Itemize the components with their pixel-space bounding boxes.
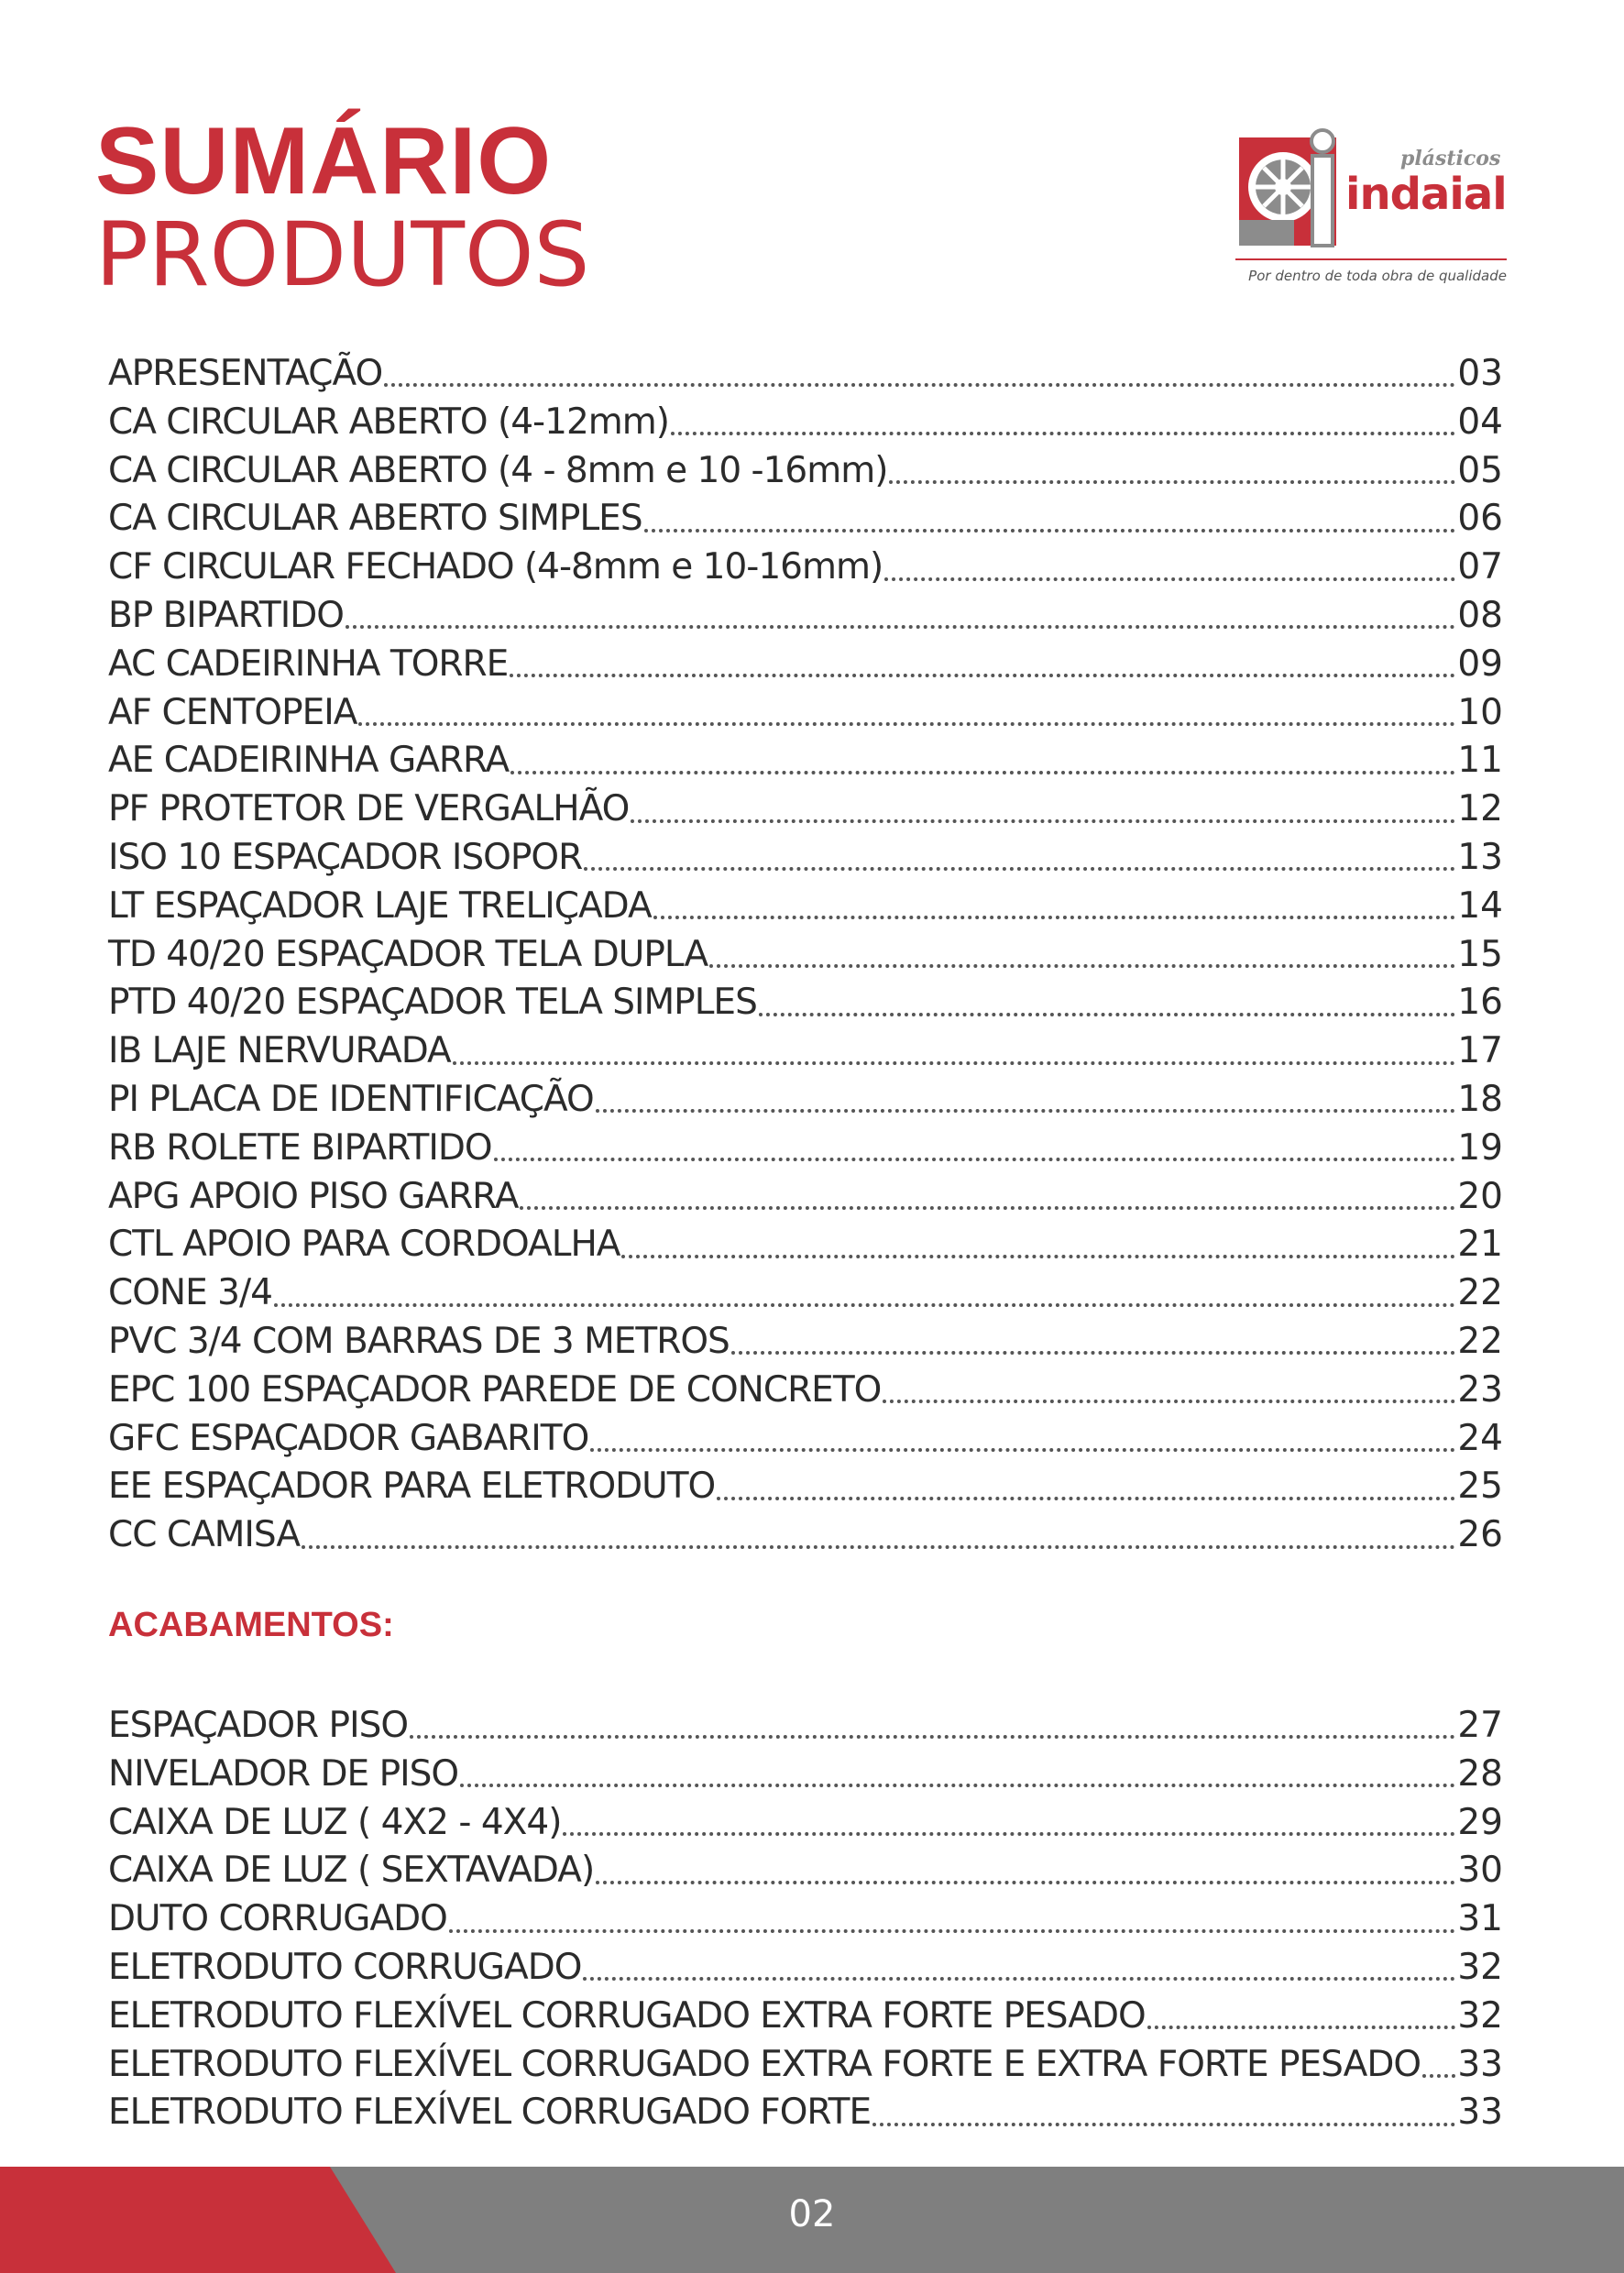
toc-dot-leader — [358, 722, 1455, 726]
toc-entry-page: 24 — [1457, 1417, 1503, 1459]
toc-entry[interactable] — [108, 1847, 1503, 1895]
toc-entry[interactable] — [108, 544, 1503, 592]
toc-entry-page: 25 — [1457, 1466, 1503, 1508]
toc-entry-label: IB LAJE NERVURADA — [108, 1030, 451, 1072]
toc-entry-label: APG APOIO PISO GARRA — [108, 1175, 519, 1217]
toc-dot-leader — [596, 1881, 1455, 1884]
toc-entry[interactable] — [108, 399, 1503, 447]
toc-entry-label: RB ROLETE BIPARTIDO — [108, 1126, 492, 1169]
toc-dot-leader — [671, 432, 1455, 435]
title-line-summary: SUMÁRIO — [95, 108, 553, 214]
toc-entry-label: ELETRODUTO CORRUGADO — [108, 1946, 582, 1988]
toc-dot-leader — [717, 1497, 1455, 1500]
toc-entry-page: 33 — [1457, 2092, 1503, 2134]
toc-dot-leader — [596, 1109, 1456, 1113]
toc-entry[interactable] — [108, 1751, 1503, 1799]
toc-entry[interactable] — [108, 592, 1503, 641]
toc-dot-leader — [884, 577, 1455, 581]
toc-entry[interactable] — [108, 495, 1503, 544]
toc-dot-leader — [731, 1351, 1456, 1355]
toc-entry-label: PVC 3/4 COM BARRAS DE 3 METROS — [108, 1320, 730, 1362]
toc-entry[interactable] — [108, 883, 1503, 931]
company-logo — [1235, 123, 1507, 293]
toc-entry-page: 32 — [1457, 1994, 1503, 2037]
toc-dot-leader — [590, 1448, 1455, 1452]
toc-dot-leader — [644, 529, 1456, 533]
toc-dot-leader — [520, 1206, 1455, 1210]
toc-entry-page: 22 — [1457, 1272, 1503, 1314]
toc-entry-label: CF CIRCULAR FECHADO (4-8mm e 10-16mm) — [108, 546, 883, 588]
toc-entry-page: 33 — [1457, 2043, 1503, 2085]
toc-dot-leader — [302, 1545, 1455, 1549]
toc-dot-leader — [583, 1977, 1455, 1981]
toc-entry-page: 15 — [1457, 933, 1503, 975]
toc-entry-label: TD 40/20 ESPAÇADOR TELA DUPLA — [108, 933, 708, 975]
toc-entry-page: 26 — [1457, 1514, 1503, 1556]
toc-entry-label: CAIXA DE LUZ ( SEXTAVADA) — [108, 1850, 595, 1892]
toc-dot-leader — [453, 1061, 1456, 1065]
finishes-toc — [108, 1702, 1503, 2137]
toc-entry-page: 13 — [1457, 836, 1503, 878]
toc-dot-leader — [449, 1929, 1456, 1933]
toc-entry-label: AE CADEIRINHA GARRA — [108, 740, 510, 782]
toc-entry[interactable] — [108, 447, 1503, 496]
toc-entry-label: GFC ESPAÇADOR GABARITO — [108, 1417, 589, 1459]
logo-subtitle: plásticos — [1400, 147, 1501, 170]
toc-entry-label: APRESENTAÇÃO — [108, 353, 383, 394]
toc-entry-page: 03 — [1457, 353, 1503, 394]
toc-entry[interactable] — [108, 1173, 1503, 1222]
toc-entry-page: 31 — [1457, 1898, 1503, 1940]
toc-entry-label: PI PLACA DE IDENTIFICAÇÃO — [108, 1078, 594, 1120]
toc-entry[interactable] — [108, 1221, 1503, 1269]
toc-entry-page: 18 — [1457, 1078, 1503, 1120]
toc-entry-label: ELETRODUTO FLEXÍVEL CORRUGADO EXTRA FORTE PESADO — [108, 1994, 1146, 2037]
toc-entry-page: 08 — [1457, 594, 1503, 636]
toc-entry[interactable] — [108, 979, 1503, 1027]
toc-dot-leader — [346, 625, 1455, 629]
title-line-products: PRODUTOS — [95, 203, 590, 306]
toc-entry-page: 23 — [1457, 1368, 1503, 1411]
toc-dot-leader — [1422, 2074, 1455, 2078]
toc-entry[interactable] — [108, 1027, 1503, 1076]
toc-entry-label: ELETRODUTO FLEXÍVEL CORRUGADO FORTE — [108, 2092, 872, 2134]
toc-dot-leader — [274, 1303, 1455, 1307]
toc-entry-page: 11 — [1457, 740, 1503, 782]
toc-dot-leader — [883, 1400, 1455, 1403]
toc-entry[interactable] — [108, 1367, 1503, 1415]
logo-brand-name: indaial — [1345, 169, 1507, 220]
toc-entry-label: EE ESPAÇADOR PARA ELETRODUTO — [108, 1466, 716, 1508]
toc-entry-page: 29 — [1457, 1801, 1503, 1843]
toc-entry-page: 12 — [1457, 788, 1503, 830]
toc-entry-label: AF CENTOPEIA — [108, 691, 357, 733]
toc-entry[interactable] — [108, 1125, 1503, 1173]
toc-dot-leader — [653, 916, 1456, 919]
toc-dot-leader — [759, 1013, 1456, 1016]
page-title — [95, 108, 590, 306]
toc-entry[interactable] — [108, 1318, 1503, 1367]
toc-entry-page: 10 — [1457, 691, 1503, 733]
toc-entry[interactable] — [108, 1511, 1503, 1560]
logo-wheel-icon — [1239, 128, 1340, 247]
toc-entry[interactable] — [108, 1895, 1503, 1944]
toc-entry-page: 19 — [1457, 1126, 1503, 1169]
toc-dot-leader — [563, 1832, 1455, 1836]
toc-dot-leader — [510, 771, 1455, 774]
toc-entry-page: 09 — [1457, 642, 1503, 685]
toc-entry-label: ELETRODUTO FLEXÍVEL CORRUGADO EXTRA FORTE E EXTRA FORTE PESADO — [108, 2043, 1421, 2085]
toc-entry-label: NIVELADOR DE PISO — [108, 1752, 459, 1795]
toc-entry[interactable] — [108, 1463, 1503, 1511]
toc-entry-label: CAIXA DE LUZ ( 4X2 - 4X4) — [108, 1801, 562, 1843]
toc-dot-leader — [384, 383, 1455, 387]
footer-bar — [0, 2167, 1624, 2273]
toc-entry-label: PF PROTETOR DE VERGALHÃO — [108, 788, 630, 830]
toc-dot-leader — [872, 2123, 1455, 2126]
toc-entry[interactable] — [108, 737, 1503, 785]
toc-entry[interactable] — [108, 931, 1503, 980]
toc-entry-page: 28 — [1457, 1752, 1503, 1795]
toc-entry-label: ISO 10 ESPAÇADOR ISOPOR — [108, 836, 583, 878]
toc-entry-page: 05 — [1457, 449, 1503, 491]
toc-dot-leader — [494, 1158, 1456, 1161]
toc-entry-label: PTD 40/20 ESPAÇADOR TELA SIMPLES — [108, 982, 757, 1024]
toc-entry[interactable] — [108, 785, 1503, 834]
toc-entry[interactable] — [108, 2089, 1503, 2137]
toc-entry-page: 22 — [1457, 1320, 1503, 1362]
toc-entry[interactable] — [108, 1076, 1503, 1125]
finishes-heading: ACABAMENTOS: — [108, 1606, 394, 1644]
toc-entry-label: CA CIRCULAR ABERTO SIMPLES — [108, 498, 642, 540]
toc-dot-leader — [631, 819, 1455, 823]
products-toc — [108, 350, 1503, 1560]
toc-entry[interactable] — [108, 350, 1503, 399]
toc-entry-page: 20 — [1457, 1175, 1503, 1217]
toc-entry[interactable] — [108, 1702, 1503, 1751]
toc-entry[interactable] — [108, 1799, 1503, 1848]
toc-entry[interactable] — [108, 2041, 1503, 2090]
toc-entry-label: BP BIPARTIDO — [108, 594, 344, 636]
toc-entry-page: 21 — [1457, 1224, 1503, 1266]
toc-dot-leader — [621, 1255, 1455, 1258]
toc-entry-page: 17 — [1457, 1030, 1503, 1072]
toc-entry[interactable] — [108, 834, 1503, 883]
toc-entry[interactable] — [108, 1269, 1503, 1318]
toc-dot-leader — [889, 480, 1455, 484]
toc-entry-label: CA CIRCULAR ABERTO (4-12mm) — [108, 401, 669, 443]
toc-dot-leader — [510, 674, 1455, 677]
toc-entry-label: CONE 3/4 — [108, 1272, 272, 1314]
toc-entry-page: 06 — [1457, 498, 1503, 540]
toc-dot-leader — [410, 1735, 1455, 1739]
toc-dot-leader — [460, 1784, 1455, 1787]
logo-divider — [1235, 258, 1507, 260]
toc-entry-page: 07 — [1457, 546, 1503, 588]
toc-entry-label: ESPAÇADOR PISO — [108, 1705, 409, 1746]
page-number: 02 — [788, 2193, 836, 2235]
toc-dot-leader — [584, 867, 1455, 871]
toc-entry[interactable] — [108, 1944, 1503, 1993]
toc-entry[interactable] — [108, 1993, 1503, 2041]
logo-tagline: Por dentro de toda obra de qualidade — [1248, 268, 1507, 284]
toc-entry-label: EPC 100 ESPAÇADOR PAREDE DE CONCRETO — [108, 1368, 882, 1411]
toc-entry-label: DUTO CORRUGADO — [108, 1898, 447, 1940]
toc-entry-label: LT ESPAÇADOR LAJE TRELIÇADA — [108, 884, 652, 927]
toc-entry-label: CC CAMISA — [108, 1514, 301, 1556]
toc-entry-label: CA CIRCULAR ABERTO (4 - 8mm e 10 -16mm) — [108, 449, 888, 491]
toc-dot-leader — [1147, 2026, 1456, 2029]
toc-entry-page: 27 — [1457, 1705, 1503, 1746]
toc-entry-page: 16 — [1457, 982, 1503, 1024]
toc-entry[interactable] — [108, 641, 1503, 689]
toc-dot-leader — [709, 964, 1455, 968]
toc-entry-page: 32 — [1457, 1946, 1503, 1988]
toc-entry-label: CTL APOIO PARA CORDOALHA — [108, 1224, 620, 1266]
toc-entry[interactable] — [108, 689, 1503, 738]
toc-entry-page: 04 — [1457, 401, 1503, 443]
toc-entry[interactable] — [108, 1415, 1503, 1464]
toc-entry-page: 14 — [1457, 884, 1503, 927]
toc-entry-page: 30 — [1457, 1850, 1503, 1892]
toc-entry-label: AC CADEIRINHA TORRE — [108, 642, 509, 685]
